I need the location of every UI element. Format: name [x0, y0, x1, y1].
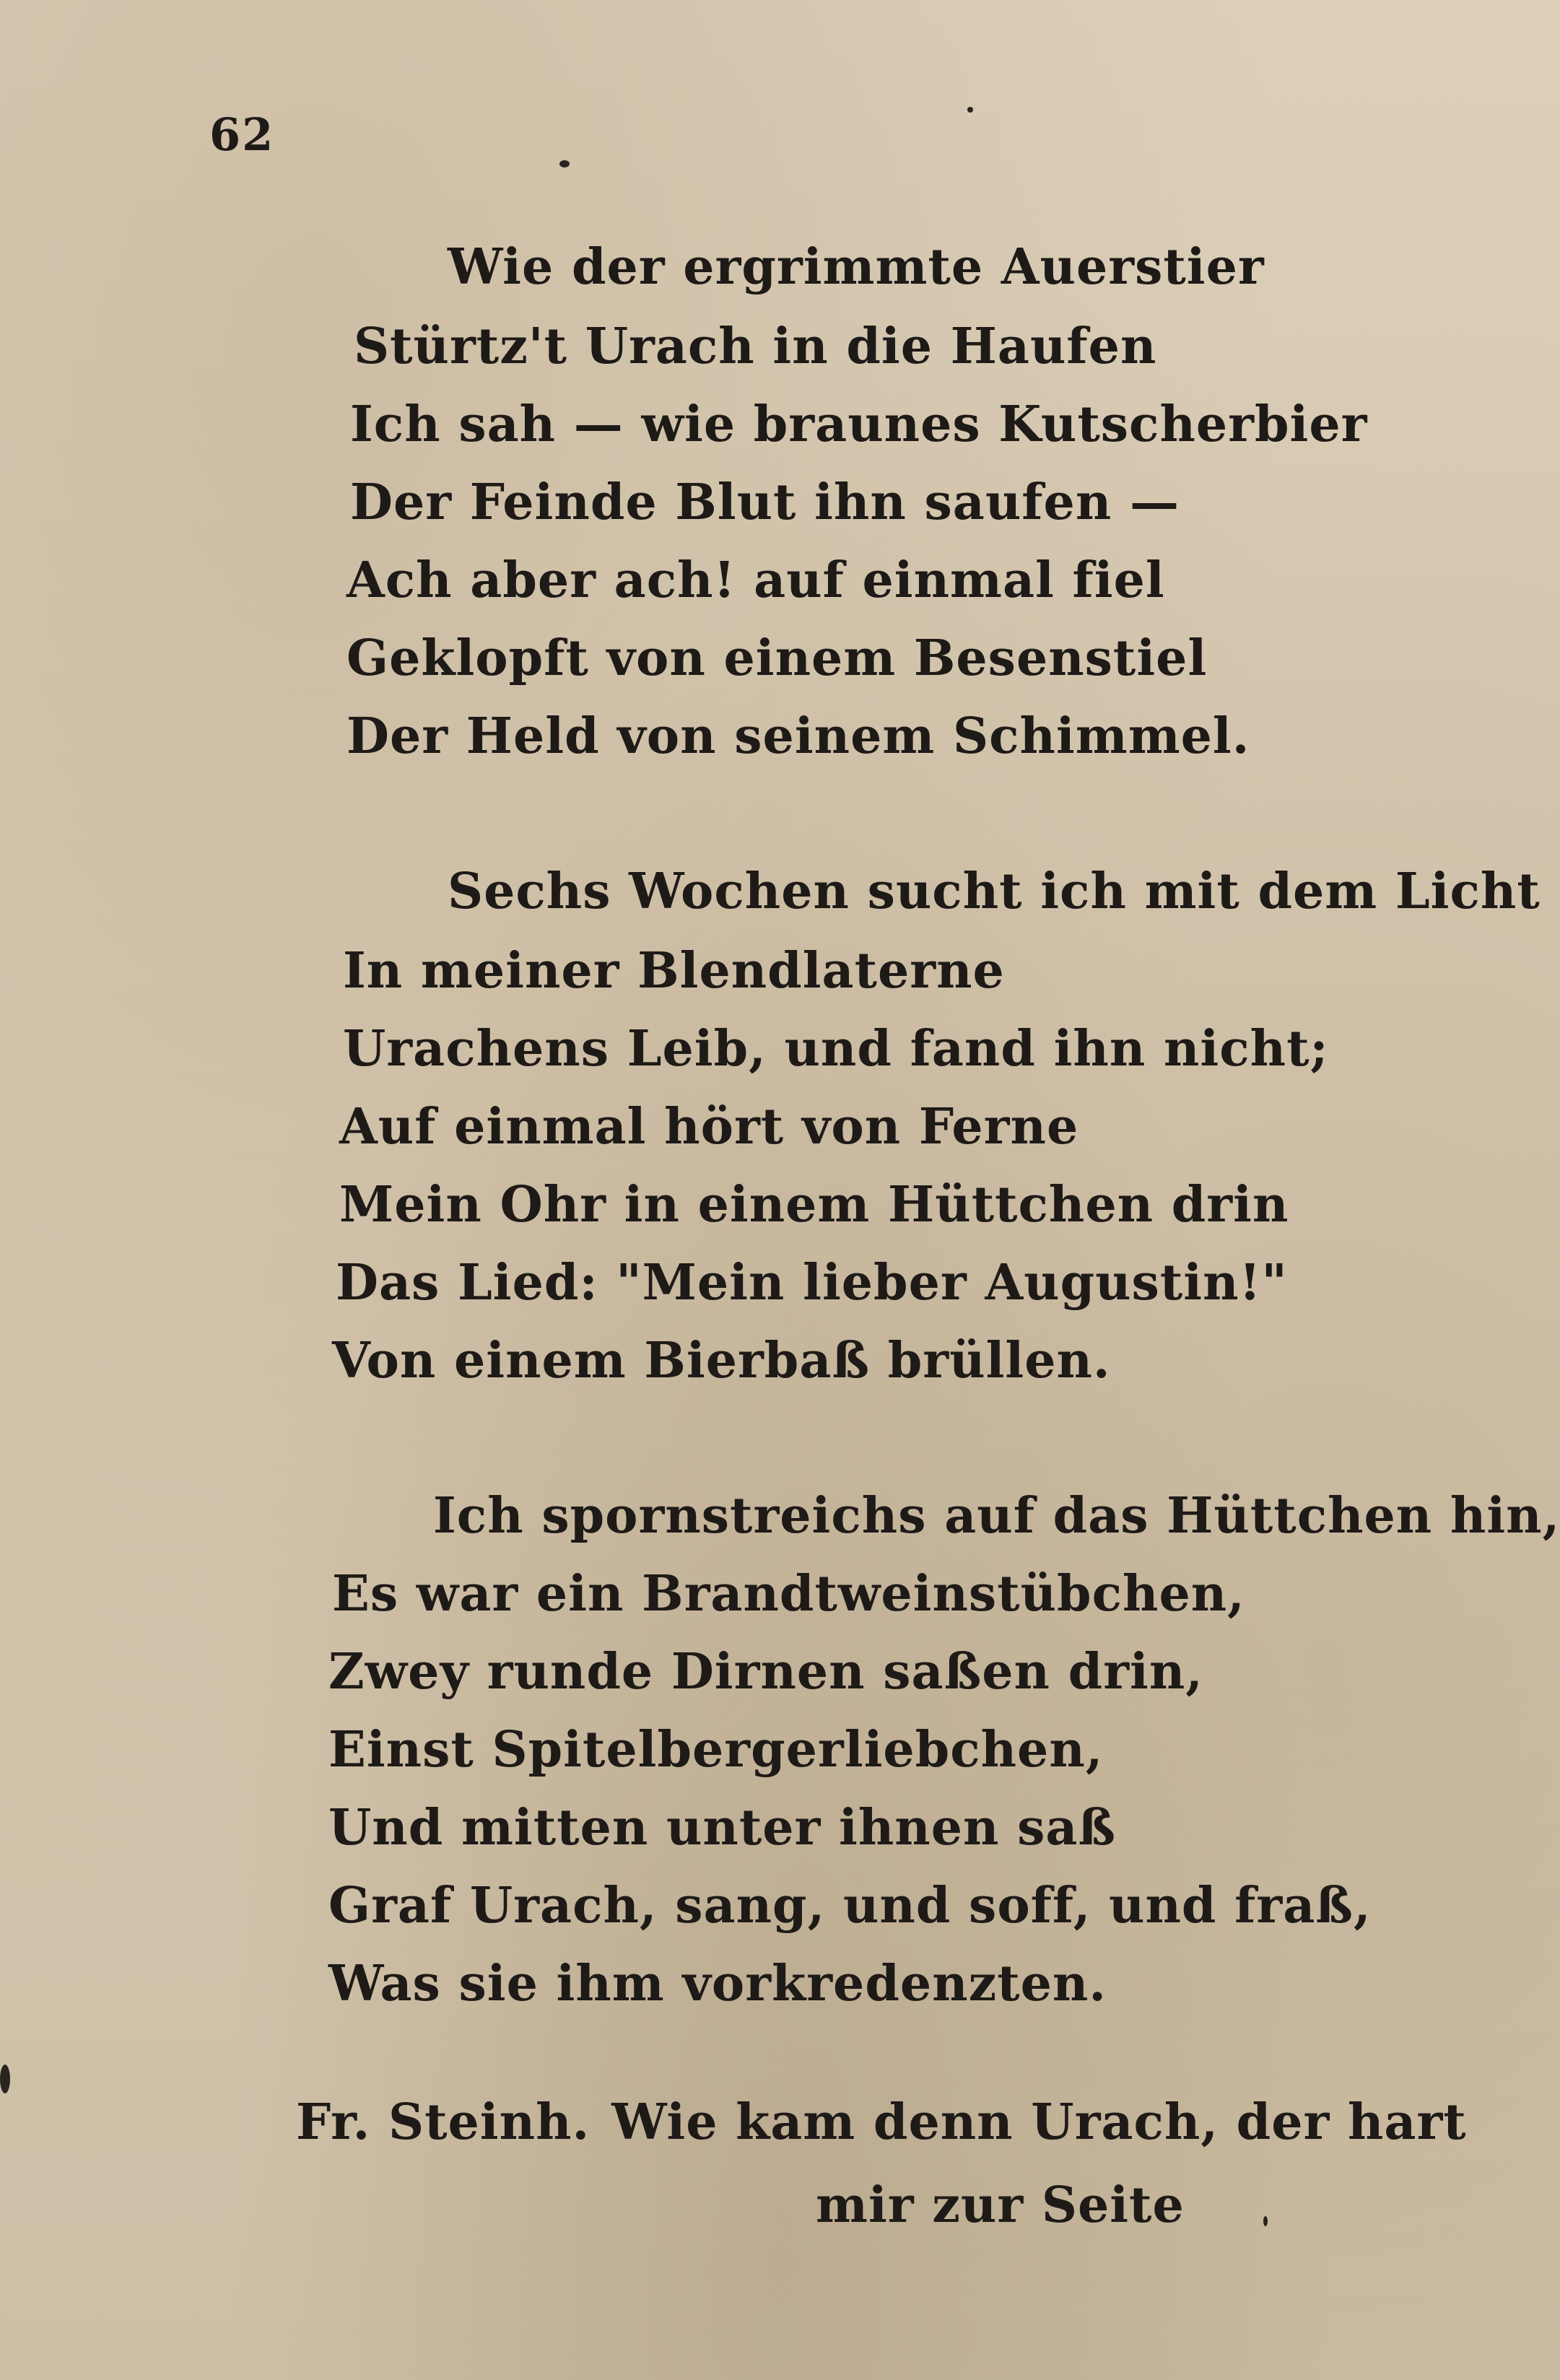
- ink-speck: [1263, 2216, 1268, 2226]
- ink-speck: [559, 160, 570, 167]
- verse-line: Es war ein Brandtweinstübchen,: [332, 1565, 1245, 1623]
- verse-line: Stürtz't Urach in die Haufen: [354, 318, 1157, 375]
- speaker-name: Fr. Steinh.: [296, 2093, 591, 2151]
- verse-line: Auf einmal hört von Ferne: [339, 1098, 1079, 1156]
- dialogue-line-1: [296, 2093, 1467, 2151]
- ink-speck: [0, 2065, 10, 2093]
- verse-line: Der Held von seinem Schimmel.: [347, 707, 1250, 765]
- verse-line: Graf Urach, sang, und soff, und fraß,: [328, 1877, 1372, 1935]
- verse-line: Was sie ihm vorkredenzten.: [328, 1955, 1107, 2013]
- verse-line: Mein Ohr in einem Hüttchen drin: [339, 1176, 1289, 1234]
- dialogue-line-2: mir zur Seite: [816, 2176, 1185, 2234]
- verse-line: Ich sah — wie braunes Kutscherbier: [350, 396, 1368, 453]
- ink-speck: [967, 107, 973, 113]
- verse-line: Ich spornstreichs auf das Hüttchen hin,: [433, 1487, 1560, 1545]
- verse-line: In meiner Blendlaterne: [343, 942, 1005, 1000]
- verse-line: Von einem Bierbaß brüllen.: [332, 1332, 1111, 1390]
- verse-line: Einst Spitelbergerliebchen,: [328, 1721, 1104, 1779]
- verse-line: Das Lied: "Mein lieber Augustin!": [336, 1254, 1288, 1312]
- verse-line: Ach aber ach! auf einmal fiel: [347, 552, 1165, 609]
- verse-line: Und mitten unter ihnen saß: [328, 1799, 1117, 1857]
- verse-line: Sechs Wochen sucht ich mit dem Licht: [448, 863, 1541, 920]
- verse-line: Urachens Leib, und fand ihn nicht;: [343, 1020, 1329, 1078]
- verse-line: Zwey runde Dirnen saßen drin,: [328, 1643, 1203, 1701]
- dialogue-text: Wie kam denn Urach, der hart: [611, 2093, 1467, 2151]
- verse-line: Wie der ergrimmte Auerstier: [448, 238, 1265, 296]
- verse-line: Der Feinde Blut ihn saufen —: [350, 474, 1180, 531]
- verse-line: Geklopft von einem Besenstiel: [347, 629, 1208, 687]
- page-number: 62: [209, 108, 275, 161]
